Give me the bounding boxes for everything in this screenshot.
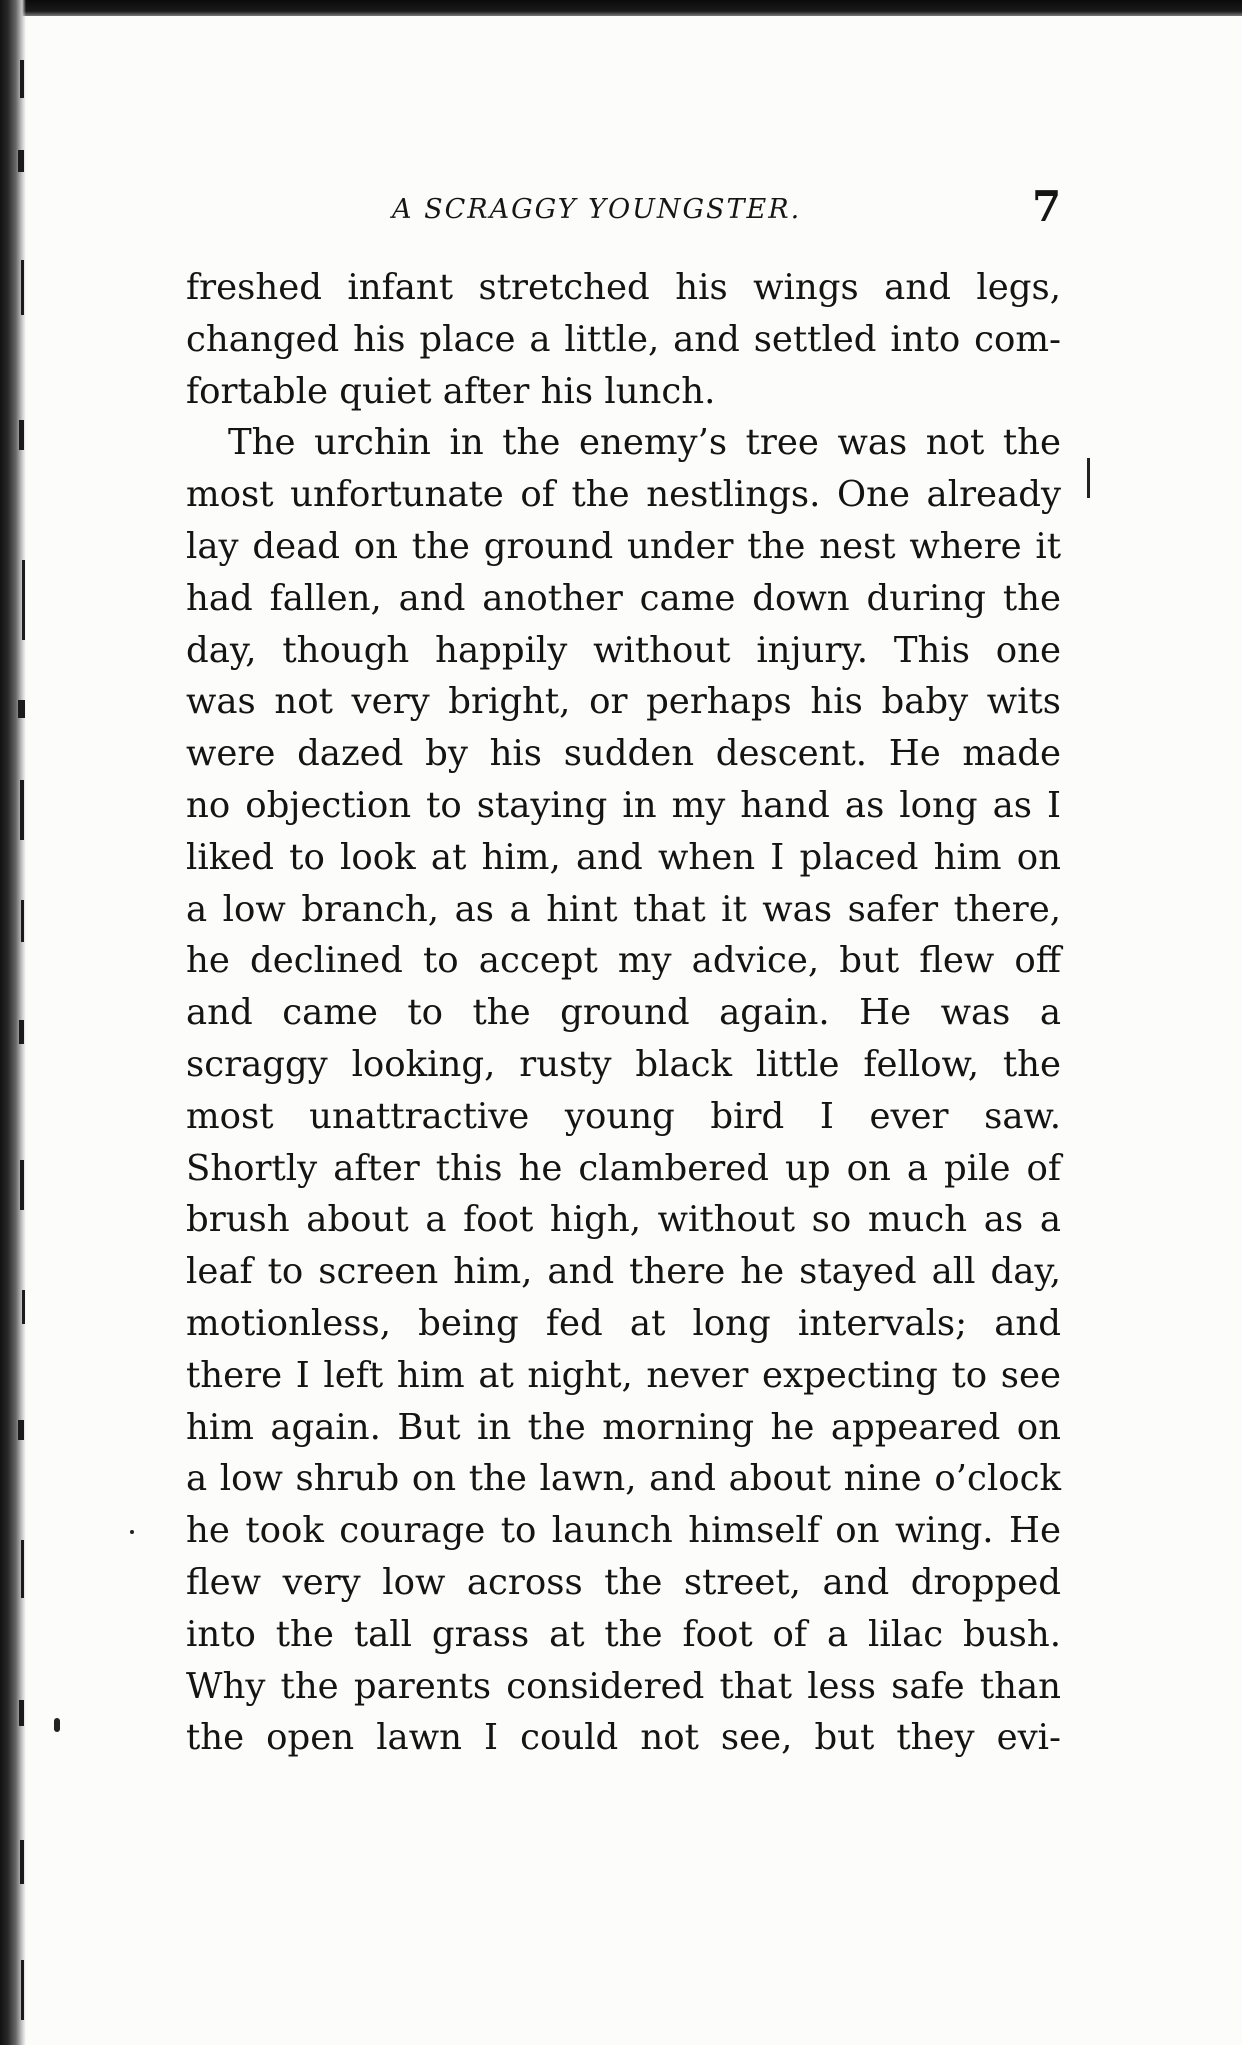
- margin-mark: [130, 1530, 134, 1534]
- scan-top-edge: [0, 0, 1242, 16]
- margin-mark: [1087, 458, 1090, 498]
- text-line: no objection to staying in my hand as long as I: [186, 784, 1061, 826]
- margin-mark: [54, 1718, 60, 1732]
- text-line: changed his place a little, and settled into com-: [186, 318, 1061, 360]
- body-text: [186, 262, 1061, 1764]
- text-line: liked to look at him, and when I placed him on: [186, 836, 1061, 878]
- text-line: and came to the ground again. He was a: [186, 992, 1061, 1034]
- text-line: brush about a foot high, without so much as a: [186, 1199, 1061, 1241]
- text-line: the open lawn I could not see, but they evi-: [186, 1717, 1061, 1759]
- text-line: Shortly after this he clambered up on a pile of: [186, 1147, 1061, 1189]
- text-line: a low branch, as a hint that it was safer there,: [186, 888, 1061, 930]
- text-line: fortable quiet after his lunch.: [186, 370, 716, 412]
- text-line: scraggy looking, rusty black little fellow, the: [186, 1043, 1061, 1085]
- text-line: motionless, being fed at long intervals; and: [186, 1302, 1061, 1344]
- text-line: were dazed by his sudden descent. He made: [186, 733, 1061, 775]
- text-line: there I left him at night, never expecting to see: [186, 1354, 1061, 1396]
- text-line: freshed infant stretched his wings and legs,: [186, 267, 1061, 308]
- page-number: 7: [1032, 182, 1062, 231]
- text-line: leaf to screen him, and there he stayed all day,: [186, 1251, 1061, 1293]
- text-line: day, though happily without injury. This one: [186, 629, 1061, 671]
- text-line: most unattractive young bird I ever saw.: [186, 1095, 1061, 1137]
- text-line: a low shrub on the lawn, and about nine o’clock: [186, 1458, 1061, 1500]
- text-line: Why the parents considered that less safe than: [186, 1665, 1061, 1707]
- binding-speckle: [0, 0, 40, 2045]
- text-line: he declined to accept my advice, but flew off: [186, 940, 1061, 982]
- running-head: [188, 182, 1088, 238]
- text-line: most unfortunate of the nestlings. One already: [186, 474, 1061, 516]
- text-line: flew very low across the street, and dropped: [186, 1561, 1061, 1603]
- text-line: was not very bright, or perhaps his baby wits: [186, 681, 1061, 723]
- text-line: The urchin in the enemy’s tree was not the: [228, 422, 1061, 464]
- text-line: him again. But in the morning he appeared on: [186, 1406, 1061, 1448]
- text-line: he took courage to launch himself on wing. He: [186, 1510, 1061, 1552]
- text-line: into the tall grass at the foot of a lilac bush.: [186, 1613, 1061, 1655]
- text-line: had fallen, and another came down during the: [186, 577, 1061, 619]
- text-line: lay dead on the ground under the nest where it: [186, 525, 1061, 567]
- running-title: A SCRAGGY YOUNGSTER.: [392, 194, 802, 225]
